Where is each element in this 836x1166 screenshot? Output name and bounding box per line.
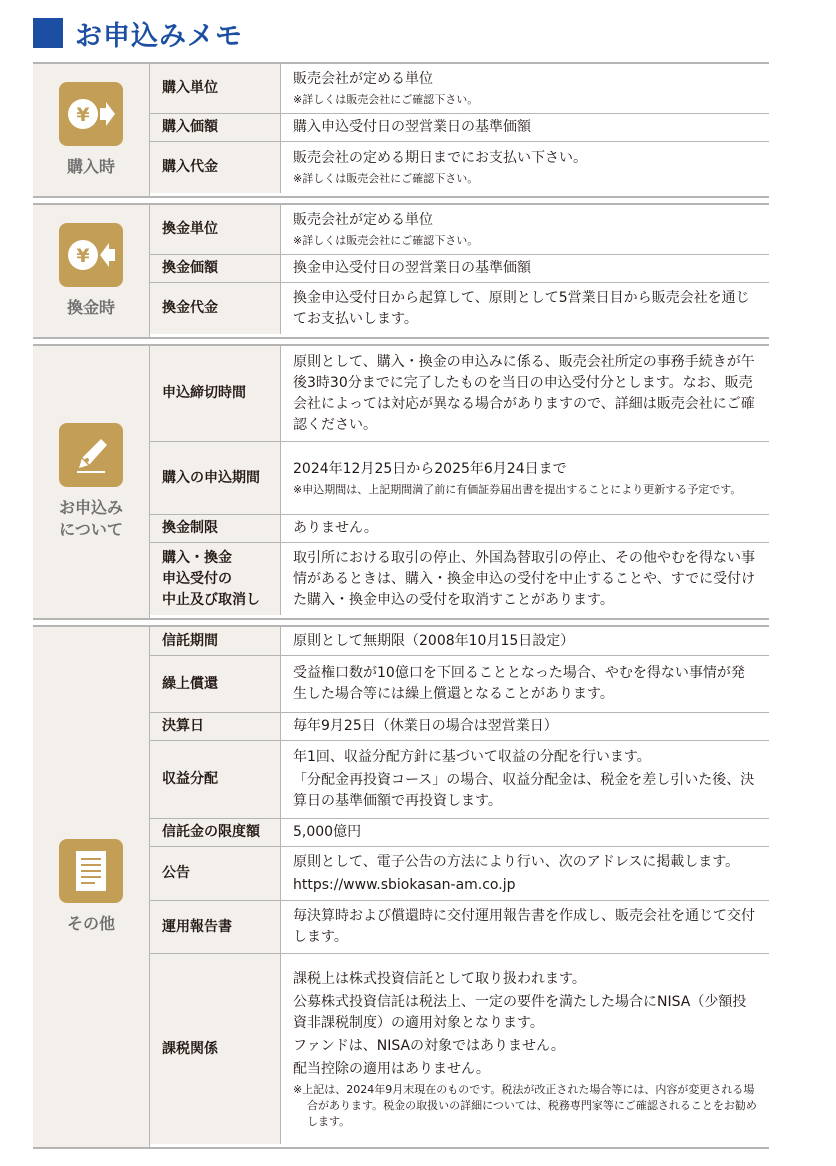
- row-label: 運用報告書: [150, 901, 281, 953]
- row-label: 換金代金: [150, 283, 281, 334]
- row-value-text: 換金申込受付日の翌営業日の基準価額: [293, 260, 531, 276]
- table-row: [150, 515, 769, 543]
- row-note: ※詳しくは販売会社にご確認下さい。: [293, 172, 479, 185]
- row-value-text: 販売会社が定める単位: [293, 71, 433, 87]
- section-label-cell: [33, 627, 150, 1147]
- row-value: [281, 954, 769, 1144]
- row-value-text: 年1回、収益分配方針に基づいて収益の分配を行います。: [293, 749, 651, 765]
- row-note: ※詳しくは販売会社にご確認下さい。: [293, 234, 479, 247]
- row-value: [281, 847, 769, 900]
- row-value: [281, 656, 769, 712]
- yen-arrow-left-icon: [59, 223, 123, 287]
- section-application: [33, 344, 769, 620]
- row-value-text: ファンドは、NISAの対象ではありません。: [293, 1037, 565, 1054]
- page-header: [33, 13, 243, 53]
- row-label: 購入の申込期間: [150, 442, 281, 514]
- section-label: 換金時: [66, 298, 115, 317]
- row-value-text: 毎決算時および償還時に交付運用報告書を作成し、販売会社を通じて交付します。: [293, 908, 755, 945]
- row-value-text: 換金申込受付日から起算して、原則として5営業日目から販売会社を通じてお支払いします。: [293, 289, 750, 327]
- row-value: [281, 627, 769, 655]
- row-value-text: 「分配金再投資コース」の場合、収益分配金は、税金を差し引いた後、決算日の基準価額で再投資します。: [293, 772, 755, 809]
- section-label: お申込み について: [58, 498, 123, 539]
- row-label: 決算日: [150, 713, 281, 740]
- section-label-cell: [33, 205, 150, 337]
- row-value: [281, 142, 769, 193]
- row-label: 換金価額: [150, 255, 281, 282]
- table-row: [150, 114, 769, 142]
- row-value: [281, 442, 769, 514]
- table-row: [150, 656, 769, 713]
- table-row: [150, 142, 769, 193]
- section-redemption: [33, 203, 769, 339]
- table-row: [150, 255, 769, 283]
- row-value-text: 配当控除の適用はありません。: [293, 1060, 490, 1077]
- svg-text:¥: ¥: [76, 245, 90, 267]
- row-note: ※申込期間は、上記期間満了前に有価証券届出書を提出することにより更新する予定です。: [293, 482, 742, 496]
- section-label: 購入時: [66, 157, 115, 176]
- row-value: [281, 205, 769, 254]
- section-other: [33, 625, 769, 1149]
- row-value: [281, 515, 769, 542]
- section-label: その他: [66, 914, 115, 933]
- row-value-text: 販売会社が定める単位: [293, 212, 433, 228]
- section-label-cell: [33, 346, 150, 618]
- row-label: 購入価額: [150, 114, 281, 141]
- table-row: [150, 901, 769, 954]
- row-label: 繰上償還: [150, 656, 281, 712]
- section-rows: [150, 346, 769, 618]
- pen-nib-icon: [59, 423, 123, 487]
- section-purchase: [33, 62, 769, 198]
- row-value: [281, 114, 769, 141]
- row-value: [281, 283, 769, 334]
- row-value-text: 原則として、購入・換金の申込みに係る、販売会社所定の事務手続きが午後3時30分までに完了したものを当日の申込受付分とします。なお、販売会社によっては対応が異なる場合がありますので、詳細は販売会社にご確認ください。: [293, 353, 755, 433]
- row-label: 購入代金: [150, 142, 281, 193]
- row-value-text: 原則として無期限（2008年10月15日設定）: [293, 632, 575, 649]
- header-square-icon: [33, 18, 63, 48]
- table-row: [150, 713, 769, 741]
- row-value-text: 販売会社の定める期日までにお支払い下さい。: [293, 150, 587, 166]
- row-value-text: 5,000億円: [293, 824, 362, 840]
- row-value-text: 取引所における取引の停止、外国為替取引の停止、その他やむを得ない事情があるときは、購入・換金申込の受付を中止することや、すでに受付けた購入・換金申込の受付を取消すことがあります。: [293, 549, 756, 608]
- svg-text:¥: ¥: [76, 104, 90, 126]
- table-row: [150, 283, 769, 334]
- row-value-text: 受益権口数が10億口を下回ることとなった場合、やむを得ない事情が発生した場合等には繰上償還となることがあります。: [293, 665, 745, 702]
- section-rows: [150, 627, 769, 1147]
- table-row: [150, 819, 769, 847]
- row-value-text: 毎年9月25日（休業日の場合は翌営業日）: [293, 718, 558, 734]
- row-label: 購入・換金 申込受付の 中止及び取消し: [150, 543, 281, 615]
- row-label: 信託期間: [150, 627, 281, 655]
- row-value: [281, 346, 769, 441]
- row-value: [281, 64, 769, 113]
- row-value: [281, 255, 769, 282]
- row-value-text: 購入申込受付日の翌営業日の基準価額: [293, 119, 531, 135]
- row-label: 購入単位: [150, 64, 281, 113]
- row-label: 課税関係: [150, 954, 281, 1144]
- row-value: [281, 901, 769, 953]
- row-note: ※上記は、2024年9月末現在のものです。税法が改正された場合等には、内容が変更される場合があります。税金の取扱いの詳細については、税務専門家等にご確認されることをお勧めします。: [293, 1082, 757, 1128]
- row-label: 公告: [150, 847, 281, 900]
- row-value: [281, 543, 769, 615]
- row-value-text: 公募株式投資信託は税法上、一定の要件を満たした場合にNISA（少額投資非課税制度）の適用対象となります。: [293, 993, 747, 1031]
- row-value: [281, 819, 769, 846]
- section-rows: [150, 205, 769, 337]
- section-label-cell: [33, 64, 150, 196]
- row-note: ※詳しくは販売会社にご確認下さい。: [293, 93, 479, 106]
- row-label: 換金制限: [150, 515, 281, 542]
- table-row: [150, 741, 769, 819]
- row-label: 申込締切時間: [150, 346, 281, 441]
- row-label: 換金単位: [150, 205, 281, 254]
- row-value-text: ありません。: [293, 520, 378, 536]
- table-row: [150, 543, 769, 615]
- row-value-text: https://www.sbiokasan-am.co.jp: [293, 876, 516, 893]
- table-row: [150, 627, 769, 656]
- row-value-text: 課税上は株式投資信託として取り扱われます。: [293, 970, 586, 987]
- row-value: [281, 741, 769, 818]
- document-icon: [59, 839, 123, 903]
- row-label: 信託金の限度額: [150, 819, 281, 846]
- row-label: 収益分配: [150, 741, 281, 818]
- table-row: [150, 346, 769, 442]
- section-rows: [150, 64, 769, 196]
- page-title: お申込みメモ: [75, 20, 243, 52]
- table-row: [150, 954, 769, 1144]
- table-row: [150, 442, 769, 515]
- table-row: [150, 205, 769, 255]
- row-value-text: 2024年12月25日から2025年6月24日まで: [293, 460, 567, 477]
- table-row: [150, 847, 769, 901]
- yen-arrow-right-icon: [59, 82, 123, 146]
- row-value: [281, 713, 769, 740]
- table-row: [150, 64, 769, 114]
- row-value-text: 原則として、電子公告の方法により行い、次のアドレスに掲載します。: [293, 853, 740, 870]
